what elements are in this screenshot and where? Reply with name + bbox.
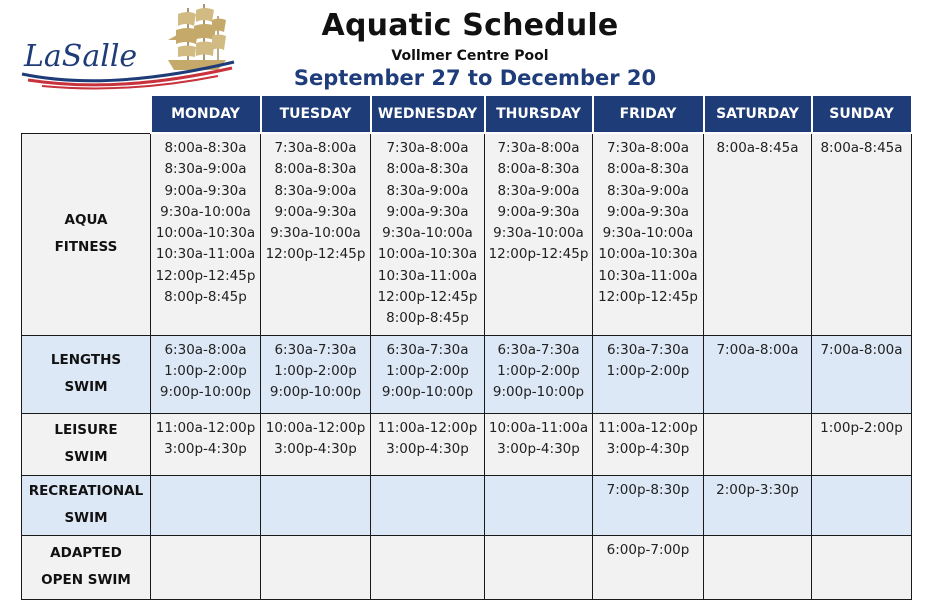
time-slot: 8:30a-9:00a	[274, 182, 357, 199]
schedule-cell-friday	[593, 475, 704, 535]
time-slot: 9:00a-9:30a	[274, 203, 357, 220]
schedule-cell-tuesday	[261, 535, 371, 599]
schedule-cell-thursday	[485, 475, 593, 535]
time-slot: 12:00p-12:45p	[488, 246, 589, 263]
schedule-cell-thursday	[485, 413, 593, 475]
time-slot: 9:00a-9:30a	[164, 182, 247, 199]
category-label	[22, 413, 151, 475]
schedule-cell-wednesday	[371, 335, 485, 413]
time-slot: 1:00p-2:00p	[820, 419, 903, 436]
time-slot: 6:30a-7:30a	[606, 341, 690, 358]
category-line: ADAPTED	[50, 545, 122, 561]
schedule-cell-friday	[593, 535, 704, 599]
time-slot: 8:00a-8:45a	[820, 140, 903, 156]
time-slot: 1:00p-2:00p	[274, 362, 357, 379]
schedule-cell-wednesday	[371, 535, 485, 599]
time-slot: 3:00p-4:30p	[164, 440, 247, 457]
time-slot: 6:30a-8:00a	[164, 341, 247, 358]
day-header-sunday: SUNDAY	[812, 95, 912, 133]
time-slot: 8:30a-9:00a	[386, 182, 469, 199]
schedule-cell-tuesday	[261, 475, 371, 535]
category-line: SWIM	[64, 510, 108, 526]
time-slot: 7:00p-8:30p	[606, 481, 690, 498]
category-line: LEISURE	[54, 422, 118, 438]
time-slot: 7:30a-8:00a	[606, 140, 690, 156]
time-slot: 3:00p-4:30p	[497, 440, 580, 457]
date-range: September 27 to December 20	[293, 66, 657, 90]
time-slot: 12:00p-12:45p	[598, 289, 698, 306]
schedule-cell-monday	[151, 535, 261, 599]
schedule-cell-thursday	[485, 335, 593, 413]
time-slot: 3:00p-4:30p	[274, 440, 357, 457]
time-slot: 8:00p-8:45p	[164, 289, 247, 306]
corner-cell	[22, 95, 151, 133]
schedule-cell-wednesday	[371, 133, 485, 335]
time-slot: 1:00p-2:00p	[606, 362, 690, 379]
time-slot: 11:00a-12:00p	[598, 419, 698, 436]
time-slot: 8:30a-9:00a	[164, 161, 247, 178]
page-title: Aquatic Schedule	[321, 8, 619, 43]
time-slot: 12:00p-12:45p	[377, 289, 478, 306]
time-slot: 7:00a-8:00a	[820, 341, 903, 358]
day-header-monday: MONDAY	[151, 95, 261, 133]
category-label	[22, 475, 151, 535]
schedule-cell-saturday	[704, 535, 812, 599]
schedule-cell-sunday	[812, 413, 912, 475]
schedule-cell-tuesday	[261, 335, 371, 413]
schedule-cell-monday	[151, 475, 261, 535]
schedule-cell-monday	[151, 335, 261, 413]
time-slot: 10:00a-10:30a	[155, 225, 256, 242]
category-line: SWIM	[64, 379, 108, 395]
time-slot: 8:00a-8:30a	[497, 161, 580, 178]
schedule-cell-monday	[151, 133, 261, 335]
time-slot: 1:00p-2:00p	[164, 362, 247, 379]
time-slot: 10:30a-11:00a	[155, 246, 256, 263]
logo-text: LaSalle	[24, 39, 138, 74]
time-slot: 9:30a-10:00a	[602, 225, 694, 242]
time-slot: 6:30a-7:30a	[497, 341, 580, 358]
time-slot: 3:00p-4:30p	[606, 440, 690, 457]
schedule-cell-monday	[151, 413, 261, 475]
time-slot: 9:30a-10:00a	[160, 203, 251, 220]
schedule-cell-tuesday	[261, 133, 371, 335]
page-subtitle: Vollmer Centre Pool	[391, 48, 549, 64]
day-header-friday: FRIDAY	[593, 95, 704, 133]
category-line: AQUA	[64, 212, 108, 228]
time-slot: 8:00a-8:30a	[274, 161, 357, 178]
time-slot: 10:30a-11:00a	[377, 267, 478, 284]
schedule-cell-tuesday	[261, 413, 371, 475]
day-header-thursday: THURSDAY	[485, 95, 593, 133]
schedule-cell-saturday	[704, 133, 812, 335]
schedule-row-aqua-fitness	[22, 133, 912, 335]
category-line: SWIM	[64, 449, 108, 465]
time-slot: 6:30a-7:30a	[386, 341, 469, 358]
time-slot: 9:30a-10:00a	[270, 225, 361, 242]
time-slot: 3:00p-4:30p	[386, 440, 469, 457]
day-header-saturday: SATURDAY	[704, 95, 812, 133]
time-slot: 11:00a-12:00p	[377, 419, 478, 436]
time-slot: 11:00a-12:00p	[155, 419, 256, 436]
schedule-cell-saturday	[704, 475, 812, 535]
schedule-table	[21, 94, 913, 600]
time-slot: 9:00p-10:00p	[492, 384, 585, 401]
day-header-row	[22, 95, 912, 133]
time-slot: 1:00p-2:00p	[386, 362, 469, 379]
schedule-cell-sunday	[812, 133, 912, 335]
time-slot: 2:00p-3:30p	[716, 481, 799, 498]
time-slot: 9:00a-9:30a	[386, 203, 469, 220]
time-slot: 7:30a-8:00a	[497, 140, 580, 156]
time-slot: 8:30a-9:00a	[606, 182, 690, 199]
schedule-row-leisure-swim	[22, 413, 912, 475]
time-slot: 10:00a-12:00p	[265, 419, 366, 436]
day-header-tuesday: TUESDAY	[261, 95, 371, 133]
schedule-cell-sunday	[812, 535, 912, 599]
time-slot: 7:30a-8:00a	[386, 140, 469, 156]
time-slot: 8:00a-8:30a	[386, 161, 469, 178]
time-slot: 6:30a-7:30a	[274, 341, 357, 358]
category-label	[22, 535, 151, 599]
time-slot: 7:00a-8:00a	[716, 341, 799, 358]
category-label	[22, 335, 151, 413]
schedule-cell-wednesday	[371, 413, 485, 475]
time-slot: 8:30a-9:00a	[497, 182, 580, 199]
time-slot: 1:00p-2:00p	[497, 362, 580, 379]
category-line: OPEN SWIM	[41, 572, 131, 588]
time-slot: 8:00a-8:30a	[606, 161, 690, 178]
schedule-cell-wednesday	[371, 475, 485, 535]
time-slot: 8:00p-8:45p	[386, 310, 469, 327]
time-slot: 9:00p-10:00p	[159, 384, 252, 401]
time-slot: 9:00a-9:30a	[497, 203, 580, 220]
time-slot: 9:00p-10:00p	[269, 384, 362, 401]
schedule-cell-friday	[593, 413, 704, 475]
category-line: RECREATIONAL	[28, 483, 144, 499]
schedule-row-lengths-swim	[22, 335, 912, 413]
category-label	[22, 133, 151, 335]
schedule-cell-thursday	[485, 133, 593, 335]
category-line: FITNESS	[54, 239, 118, 255]
category-line: LENGTHS	[50, 352, 122, 368]
time-slot: 10:00a-10:30a	[598, 246, 698, 263]
time-slot: 8:00a-8:30a	[164, 140, 247, 156]
schedule-cell-friday	[593, 335, 704, 413]
time-slot: 6:00p-7:00p	[606, 541, 690, 558]
schedule-cell-sunday	[812, 475, 912, 535]
time-slot: 10:00a-10:30a	[377, 246, 478, 263]
time-slot: 9:30a-10:00a	[493, 225, 584, 242]
time-slot: 10:30a-11:00a	[598, 267, 698, 284]
time-slot: 12:00p-12:45p	[155, 267, 256, 284]
schedule-cell-friday	[593, 133, 704, 335]
schedule-cell-saturday	[704, 335, 812, 413]
time-slot: 9:30a-10:00a	[382, 225, 473, 242]
time-slot: 9:00p-10:00p	[381, 384, 474, 401]
schedule-cell-saturday	[704, 413, 812, 475]
time-slot: 7:30a-8:00a	[274, 140, 357, 156]
time-slot: 12:00p-12:45p	[265, 246, 366, 263]
schedule-cell-thursday	[485, 535, 593, 599]
time-slot: 10:00a-11:00a	[488, 419, 589, 436]
time-slot: 9:00a-9:30a	[606, 203, 690, 220]
day-header-wednesday: WEDNESDAY	[371, 95, 485, 133]
schedule-row-recreational-swim	[22, 475, 912, 535]
schedule-row-adapted-open-swim	[22, 535, 912, 599]
schedule-cell-sunday	[812, 335, 912, 413]
time-slot: 8:00a-8:45a	[716, 140, 799, 156]
